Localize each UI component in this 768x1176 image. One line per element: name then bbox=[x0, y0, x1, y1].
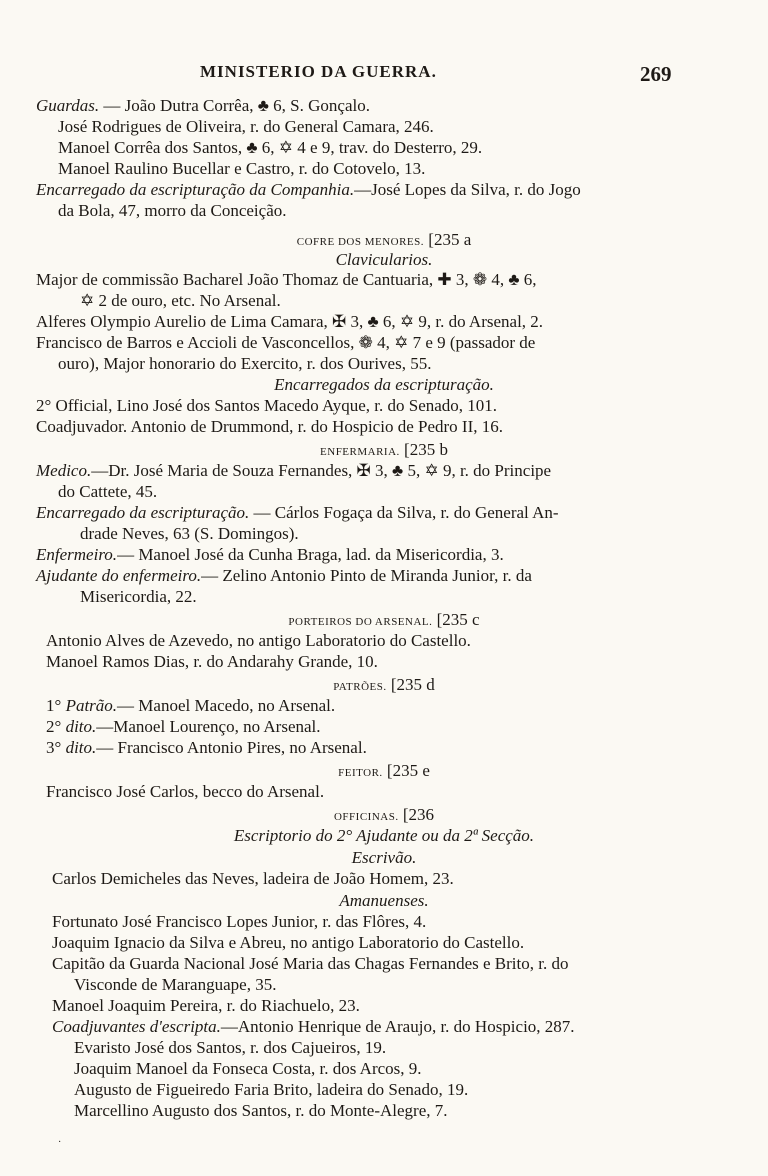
text-line bbox=[36, 461, 551, 481]
text-run: Alferes Olympio Aurelio de Lima Camara, ✠ 3, ♣ 6, ✡ 9, r. do Arsenal, 2. bbox=[36, 312, 544, 331]
text-run: Manoel Corrêa dos Santos, ♣ 6, ✡ 4 e 9, trav. do Desterro, 29. bbox=[58, 138, 483, 157]
text-line bbox=[36, 96, 370, 116]
text-run: Major de commissão Bacharel João Thomaz de Cantuaria, ✚ 3, ❁ 4, ♣ 6, bbox=[36, 270, 537, 289]
text-run: —Dr. José Maria de Souza Fernandes, ✠ 3, ♣ 5, ✡ 9, r. do Principe bbox=[91, 461, 552, 480]
small-caps-heading: PORTEIROS DO ARSENAL. bbox=[288, 616, 433, 628]
text-line bbox=[36, 503, 559, 523]
section-heading-line bbox=[0, 230, 768, 252]
text-line bbox=[36, 545, 504, 565]
text-line bbox=[36, 566, 532, 586]
text-line bbox=[74, 1080, 468, 1100]
text-run: Evaristo José dos Santos, r. dos Cajueiros, 19. bbox=[74, 1038, 387, 1057]
text-run: Antonio Alves de Azevedo, no antigo Laboratorio do Castello. bbox=[46, 631, 471, 650]
italic-text: Ajudante do enfermeiro. bbox=[36, 566, 202, 585]
text-line bbox=[80, 587, 197, 607]
italic-text: Escriptorio do 2° Ajudante ou da 2ª Secção. bbox=[233, 826, 535, 845]
text-run: 3° bbox=[46, 738, 66, 757]
section-heading-line bbox=[0, 675, 768, 697]
stray-mark: · bbox=[58, 1137, 62, 1148]
text-line bbox=[36, 396, 497, 416]
text-line bbox=[58, 117, 434, 137]
text-run: Manoel Joaquim Pereira, r. do Riachuelo, 23. bbox=[52, 996, 360, 1015]
text-line bbox=[46, 782, 324, 802]
text-run: Joaquim Ignacio da Silva e Abreu, no antigo Laboratorio do Castello. bbox=[52, 933, 525, 952]
italic-text: Encarregado da escripturação da Companhia. bbox=[36, 180, 355, 199]
text-run: 1° bbox=[46, 696, 66, 715]
text-line bbox=[36, 333, 535, 353]
text-line bbox=[36, 312, 543, 332]
italic-text: Medico. bbox=[36, 461, 92, 480]
small-caps-heading: PATRÕES. bbox=[333, 681, 387, 693]
small-caps-heading: FEITOR. bbox=[338, 767, 383, 779]
text-line bbox=[58, 159, 425, 179]
italic-text: Guardas. bbox=[36, 96, 100, 115]
text-run: [235 d bbox=[386, 675, 435, 694]
text-line bbox=[36, 270, 537, 290]
section-heading-line bbox=[0, 826, 768, 846]
text-run: Misericordia, 22. bbox=[80, 587, 197, 606]
section-heading-line bbox=[0, 805, 768, 827]
text-line bbox=[46, 717, 321, 737]
text-run: do Cattete, 45. bbox=[58, 482, 158, 501]
italic-text: Encarregado da escripturação. bbox=[36, 503, 250, 522]
text-line bbox=[52, 954, 568, 974]
text-run: Francisco José Carlos, becco do Arsenal. bbox=[46, 782, 325, 801]
text-run: — Manoel José da Cunha Braga, lad. da Misericordia, 3. bbox=[117, 545, 504, 564]
text-run: —Antonio Henrique de Araujo, r. do Hospicio, 287. bbox=[220, 1017, 575, 1036]
text-line bbox=[80, 291, 281, 311]
text-run: — Manoel Macedo, no Arsenal. bbox=[117, 696, 336, 715]
text-run: da Bola, 47, morro da Conceição. bbox=[58, 201, 287, 220]
text-line bbox=[58, 354, 431, 374]
text-line bbox=[74, 975, 276, 995]
italic-text: dito. bbox=[65, 717, 97, 736]
italic-text: Escrivão. bbox=[351, 848, 417, 867]
text-line bbox=[74, 1101, 448, 1121]
text-run: Manoel Ramos Dias, r. do Andarahy Grande, 10. bbox=[46, 652, 378, 671]
text-run: 2° bbox=[46, 717, 66, 736]
text-line bbox=[36, 180, 581, 200]
text-run: Manoel Raulino Bucellar e Castro, r. do Cotovelo, 13. bbox=[58, 159, 426, 178]
text-line bbox=[52, 912, 426, 932]
text-line bbox=[46, 696, 335, 716]
text-line bbox=[80, 524, 299, 544]
italic-text: Amanuenses. bbox=[339, 891, 429, 910]
text-run: ouro), Major honorario do Exercito, r. dos Ourives, 55. bbox=[58, 354, 432, 373]
text-run: [235 c bbox=[432, 610, 480, 629]
section-heading-line bbox=[0, 610, 768, 632]
text-run: — João Dutra Corrêa, ♣ 6, S. Gonçalo. bbox=[99, 96, 370, 115]
text-run: [235 a bbox=[424, 230, 472, 249]
text-line bbox=[52, 933, 524, 953]
section-heading-line bbox=[0, 891, 768, 911]
text-run: José Rodrigues de Oliveira, r. do General Camara, 246. bbox=[58, 117, 434, 136]
text-line bbox=[74, 1038, 386, 1058]
italic-text: Clavicularios. bbox=[335, 250, 433, 269]
text-run: Joaquim Manoel da Fonseca Costa, r. dos Arcos, 9. bbox=[74, 1059, 422, 1078]
text-run: —José Lopes da Silva, r. do Jogo bbox=[354, 180, 581, 199]
page-number: 269 bbox=[640, 62, 672, 86]
text-line bbox=[36, 417, 503, 437]
section-heading-line bbox=[0, 761, 768, 783]
running-header-title: MINISTERIO DA GUERRA. bbox=[200, 62, 437, 81]
text-run: Marcellino Augusto dos Santos, r. do Monte-Alegre, 7. bbox=[74, 1101, 448, 1120]
text-run: — Zelino Antonio Pinto de Miranda Junior, r. da bbox=[201, 566, 532, 585]
italic-text: Coadjuvantes d'escripta. bbox=[52, 1017, 221, 1036]
small-caps-heading: ENFERMARIA. bbox=[320, 446, 400, 458]
text-run: Francisco de Barros e Accioli de Vasconcellos, ❁ 4, ✡ 7 e 9 (passador de bbox=[36, 333, 536, 352]
text-line bbox=[52, 869, 454, 889]
text-run: 2° Official, Lino José dos Santos Macedo Ayque, r. do Senado, 101. bbox=[36, 396, 498, 415]
text-run: Fortunato José Francisco Lopes Junior, r. das Flôres, 4. bbox=[52, 912, 427, 931]
text-run: — Cárlos Fogaça da Silva, r. do General An- bbox=[249, 503, 559, 522]
italic-text: dito. bbox=[65, 738, 97, 757]
small-caps-heading: COFRE DOS MENORES. bbox=[296, 236, 425, 248]
text-run: [235 e bbox=[382, 761, 430, 780]
text-run: Capitão da Guarda Nacional José Maria das Chagas Fernandes e Brito, r. do bbox=[52, 954, 569, 973]
italic-text: Enfermeiro. bbox=[36, 545, 118, 564]
italic-text: Encarregados da escripturação. bbox=[274, 375, 494, 394]
text-run: — Francisco Antonio Pires, no Arsenal. bbox=[96, 738, 367, 757]
text-line bbox=[52, 1017, 575, 1037]
text-line bbox=[46, 738, 367, 758]
text-line bbox=[46, 631, 471, 651]
section-heading-line bbox=[0, 440, 768, 462]
italic-text: Patrão. bbox=[65, 696, 118, 715]
text-run: Coadjuvador. Antonio de Drummond, r. do Hospicio de Pedro II, 16. bbox=[36, 417, 503, 436]
text-run: drade Neves, 63 (S. Domingos). bbox=[80, 524, 299, 543]
text-line bbox=[46, 652, 378, 672]
text-run: Carlos Demicheles das Neves, ladeira de João Homem, 23. bbox=[52, 869, 454, 888]
text-line bbox=[74, 1059, 422, 1079]
text-line bbox=[58, 138, 482, 158]
text-run: [235 b bbox=[399, 440, 448, 459]
text-run: ✡ 2 de ouro, etc. No Arsenal. bbox=[80, 291, 281, 310]
section-heading-line bbox=[0, 250, 768, 270]
text-line bbox=[58, 201, 287, 221]
small-caps-heading: OFFICINAS. bbox=[333, 811, 399, 823]
section-heading-line bbox=[0, 375, 768, 395]
text-run: Visconde de Maranguape, 35. bbox=[74, 975, 277, 994]
text-line bbox=[58, 482, 157, 502]
text-line bbox=[52, 996, 360, 1016]
text-run: Augusto de Figueiredo Faria Brito, ladeira do Senado, 19. bbox=[74, 1080, 469, 1099]
text-run: [236 bbox=[398, 805, 435, 824]
section-heading-line bbox=[0, 848, 768, 868]
text-run: —Manoel Lourenço, no Arsenal. bbox=[96, 717, 321, 736]
